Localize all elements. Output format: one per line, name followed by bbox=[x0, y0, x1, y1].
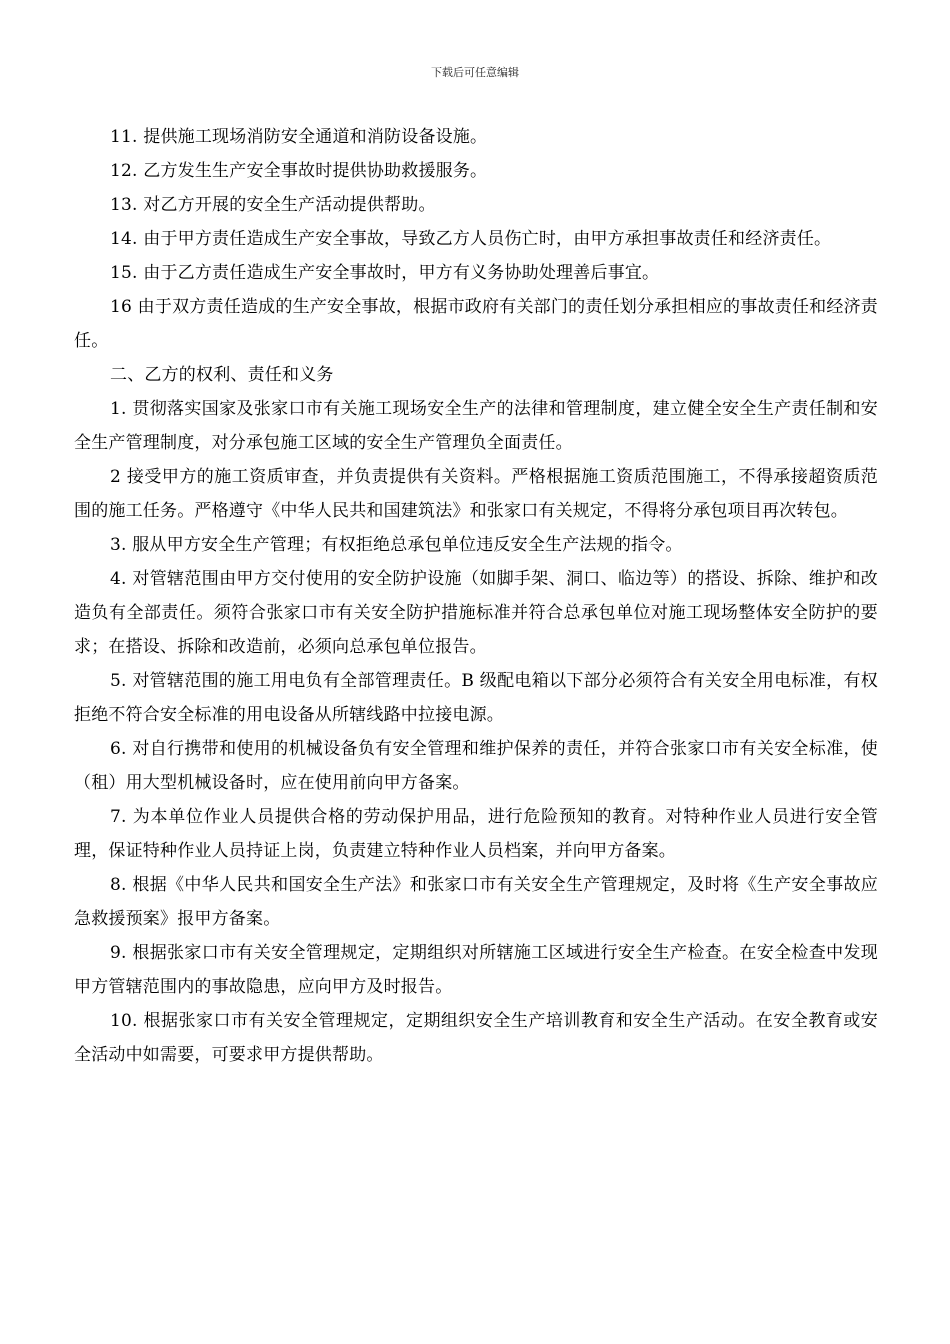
paragraph-15: 15. 由于乙方责任造成生产安全事故时，甲方有义务协助处理善后事宜。 bbox=[110, 263, 660, 283]
document-body bbox=[74, 120, 878, 1072]
paragraph-b4: 4. 对管辖范围由甲方交付使用的安全防护设施（如脚手架、洞口、临边等）的搭设、拆除、维护和改造负有全部责任。须符合张家口市有关安全防护措施标准并符合总承包单位对施工现场整体安全防护的要求；在搭设、拆除和改造前，必须向总承包单位报告。 bbox=[74, 569, 878, 657]
paragraph-b10: 10. 根据张家口市有关安全管理规定，定期组织安全生产培训教育和安全生产活动。在安全教育或安全活动中如需要，可要求甲方提供帮助。 bbox=[74, 1011, 878, 1065]
paragraph-b7: 7. 为本单位作业人员提供合格的劳动保护用品，进行危险预知的教育。对特种作业人员进行安全管理，保证特种作业人员持证上岗，负责建立特种作业人员档案，并向甲方备案。 bbox=[74, 807, 878, 861]
paragraph-12: 12. 乙方发生生产安全事故时提供协助救援服务。 bbox=[110, 161, 488, 181]
paragraph-b1: 1. 贯彻落实国家及张家口市有关施工现场安全生产的法律和管理制度，建立健全安全生产责任制和安全生产管理制度，对分承包施工区域的安全生产管理负全面责任。 bbox=[74, 399, 878, 453]
section-heading: 二、乙方的权利、责任和义务 bbox=[110, 365, 334, 385]
page-header: 下载后可任意编辑 bbox=[431, 66, 519, 79]
paragraph-b6: 6. 对自行携带和使用的机械设备负有安全管理和维护保养的责任，并符合张家口市有关安全标准，使（租）用大型机械设备时，应在使用前向甲方备案。 bbox=[74, 739, 878, 793]
paragraph-14: 14. 由于甲方责任造成生产安全事故，导致乙方人员伤亡时，由甲方承担事故责任和经济责任。 bbox=[110, 229, 832, 249]
paragraph-16: 16 由于双方责任造成的生产安全事故，根据市政府有关部门的责任划分承担相应的事故责任和经济责任。 bbox=[74, 297, 878, 351]
paragraph-11: 11. 提供施工现场消防安全通道和消防设备设施。 bbox=[110, 127, 488, 147]
paragraph-13: 13. 对乙方开展的安全生产活动提供帮助。 bbox=[110, 195, 436, 215]
paragraph-b5: 5. 对管辖范围的施工用电负有全部管理责任。B 级配电箱以下部分必须符合有关安全用电标准，有权拒绝不符合安全标准的用电设备从所辖线路中拉接电源。 bbox=[74, 671, 878, 725]
paragraph-b3: 3. 服从甲方安全生产管理；有权拒绝总承包单位违反安全生产法规的指令。 bbox=[110, 535, 683, 555]
paragraph-b9: 9. 根据张家口市有关安全管理规定，定期组织对所辖施工区域进行安全生产检查。在安全检查中发现甲方管辖范围内的事故隐患，应向甲方及时报告。 bbox=[74, 943, 878, 997]
paragraph-b2: 2 接受甲方的施工资质审查，并负责提供有关资料。严格根据施工资质范围施工，不得承接超资质范围的施工任务。严格遵守《中华人民共和国建筑法》和张家口有关规定，不得将分承包项目再次转包。 bbox=[74, 467, 878, 521]
paragraph-b8: 8. 根据《中华人民共和国安全生产法》和张家口市有关安全生产管理规定，及时将《生产安全事故应急救援预案》报甲方备案。 bbox=[74, 875, 878, 929]
